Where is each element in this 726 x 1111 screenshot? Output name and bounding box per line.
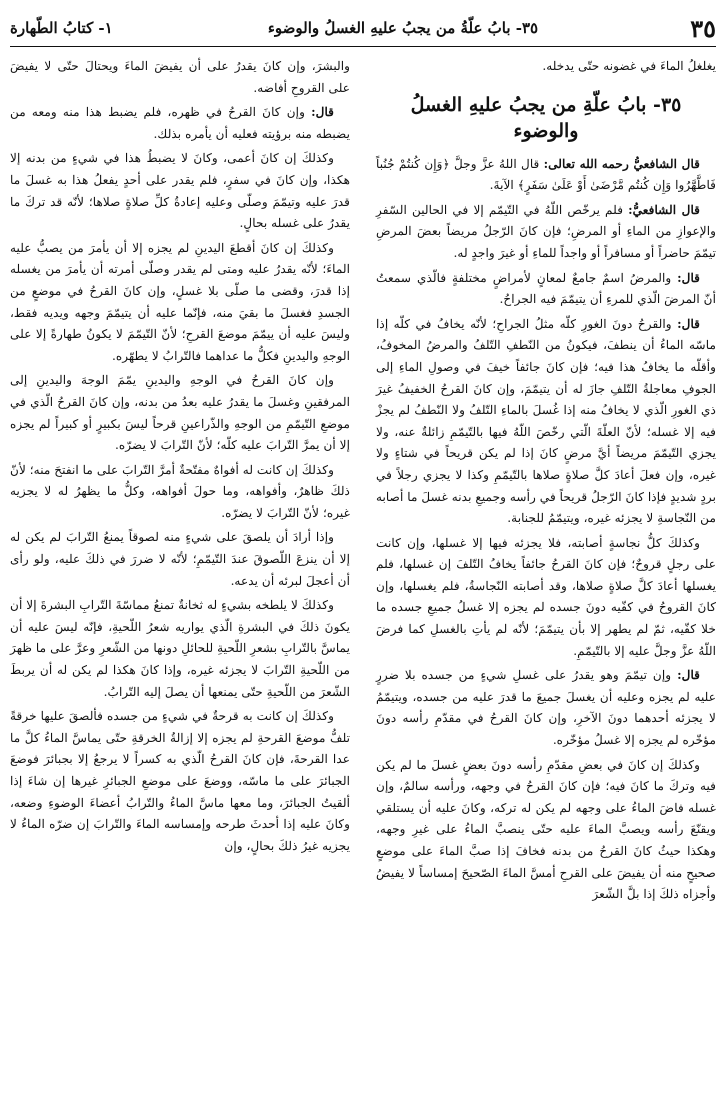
chapter-title: ٣٥- بابُ علّةِ من يجبُ عليهِ الغسلُ والوضوء bbox=[410, 93, 682, 142]
paragraph-lead: قال الشافعيُّ: bbox=[628, 202, 701, 217]
book-title: ١- كتابُ الطّهارة bbox=[10, 19, 113, 37]
opening-line: يغلغلُ الماءَ في غضونه حتّى يدخله. bbox=[542, 59, 716, 73]
left-column bbox=[10, 56, 350, 1103]
paragraph bbox=[376, 268, 716, 311]
paragraph bbox=[10, 706, 350, 857]
header-divider bbox=[10, 46, 716, 47]
paragraph-lead: قال: bbox=[677, 270, 700, 285]
paragraph bbox=[10, 370, 350, 456]
paragraph-text: وإذا أرادَ أن يلصقَ على شيءٍ منه لصوقاً يمنعُ التّرابَ لم يكن له إلا أن ينزعَ اللّصوقَ عندَ التّيمّمِ؛ لأنّه لا ضررَ في ذلكَ عليه، ولو رأى أن أعجلَ لبرئه أن يدعه. bbox=[10, 530, 350, 588]
paragraph-lead: قال: bbox=[677, 316, 700, 331]
paragraph-text: وكذلكَ إن كانت له أفواهٌ مفتّحةٌ أمرَّ التّرابَ على ما انفتحَ منه؛ لأنّ ذلكَ ظاهرٌ، وأفواهه، وما حولَ أفواهه، وكلُّ ما يظهرُ له لا يجزيه غيره؛ لأنّ التّرابَ لا يضرّه. bbox=[10, 462, 350, 520]
paragraph-lead: قال الشافعيُّ رحمه الله تعالى: bbox=[543, 156, 700, 171]
paragraph-text: والبشرَ، وإن كانَ يقدرُ على أن يفيضَ الماءَ ويحتالَ حتّى لا يفيضَ على القروحِ أفاضه. bbox=[10, 59, 350, 95]
paragraph-text: وكذلكَ إن كانَ أقطعَ اليدينِ لم يجزه إلا أن يأمرَ من يصبُّ عليه الماءَ؛ لأنّه يقدرُ عليه ومتى لم يقدر وصلّى أمرته أن يأمرَ من يغسله إذا قدرَ، وقضى ما صلّى بلا غسلٍ، وإن كانَ القرحُ في موضعٍ من الجسدِ فغسلَ ما بقيَ منه، فإنّما عليه أن يتيمّمَ وجهه ويديه فقط، وليسَ عليه أن ييمّمَ موضعَ القرحِ؛ لأنّ التّيمّمَ لا يكونُ طهارةً إلا على الوجهِ واليدينِ فكلُّ ما عداهما فالتّرابُ لا يطهّره. bbox=[10, 240, 350, 363]
paragraph-text: وكذلكَ كلُّ نجاسةٍ أصابته، فلا يجزئه فيها إلا غسلها، وإن كانت على رجلٍ قروحٌ؛ فإن كانَ القرحُ جائفاً يخافُ التّلفَ إن غسلها، فلم يغسلها أعادَ كلَّ صلاةٍ صلاها، وقد أصابته النّجاسةُ، فلم يغسلها، وإن كانَ القروحُ في كفّيه دونَ جسده لم يجزه إلا غسلُ جميعِ جسده ما خلا كفّيه، ثمّ لم يطهر إلا بأن يتيمّمَ؛ لأنّه لم يأتِ بالغسلِ كما فرضَ اللّهُ عزَّ وجلَّ عليه إلا بالتّيمّمِ. bbox=[376, 535, 716, 658]
paragraph bbox=[10, 595, 350, 703]
paragraph-text: فلم يرخّص اللّهُ في التّيمّم إلا في الحالين السّفرِ والإعوازِ من الماءِ أو المرضِ؛ فإن كانَ الرّجلُ مريضاً بعضَ المرضِ تيمّمَ حاضراً أو مسافراً أو واجداً للماءِ أو غيرَ واجدٍ له. bbox=[376, 202, 716, 260]
paragraph-text: والقرحُ دونَ الغورِ كلّه مثلُ الجراحِ؛ لأنّه يخافُ في كلّه إذا ماسّه الماءُ أن ينطفَ، فيكونُ من النّطفِ التّلفُ والمرضُ المخوفُ، وأقلّه ما يخافُ هذا فيه؛ فإن كانَ جائفاً خيفَ في وصولِ الماءِ إلى الجوفِ معاجلةُ التّلفِ جازَ له أن يتيمّمَ، وإن كانَ القرحُ الخفيفُ غيرَ ذي الغورِ الّذي لا يخافُ منه إذا غُسلَ بالماءِ التّلفُ ولا النّطفُ لم يجزْ فيه إلا غسله؛ لأنّ العلّةَ الّتي رخّصَ اللّهُ فيها بالتّيمّمِ زائلةٌ عنه، ولا يجزي التّيمّمَ مريضاً أيَّ مرضٍ كانَ إذا لم يكن قريحاً في شتاءٍ ولا غيره، وإن فعلَ أعادَ كلَّ صلاةٍ صلاها بالتّيمّمِ وكذا لا يجزي رجلاً في بردٍ شديدٍ فإذا كانَ الرّجلُ قريحاً في رأسه وجميعِ بدنه غسلَ ما أصابه من النّجاسةِ لا يجزئه غيره، ويتيمّمُ للجنابة. bbox=[376, 316, 716, 526]
paragraph-text: وكذلكَ إن كانَ في بعضِ مقدّمِ رأسه دونَ بعضٍ غسلَ ما لم يكن فيه وتركَ ما كانَ فيه؛ فإن كانَ القرحُ في وجهه، ورأسه سالمٌ، وإن غسله فاضَ الماءُ على وجهه لم يكن له تركه، وكانَ عليه أن يستلقي ويقنّعَ رأسه ويصبَّ الماءَ عليه حتّى ينصبَّ الماءُ على غيرِ وجهه، وهكذا حيثُ كانَ القرحُ من بدنه فخافَ إذا صبَّ الماءَ على موضعٍ صحيحٍ منه أن يفيضَ على القرحِ أمسَّ الماءَ الصّحيحَ إمساساً لا يفيضُ وأجزاه ذلكَ إذا بلَّ الشّعرَ bbox=[376, 757, 716, 902]
running-title: ٣٥- بابُ علّةُ من يجبُ عليهِ الغسلُ والوضوء bbox=[267, 19, 539, 37]
paragraph bbox=[10, 102, 350, 145]
page-header bbox=[10, 14, 716, 42]
paragraph bbox=[10, 238, 350, 368]
right-column bbox=[376, 56, 716, 1103]
paragraph bbox=[376, 533, 716, 663]
paragraph-text: قال اللهُ عزَّ وجلَّ ﴿وَإِن كُنتُمْ جُنُباً فَاطَّهَّرُوا وَإِن كُنتُم مَّرْضَىٰ أَوْ عَلَىٰ سَفَرٍ﴾ الآيةَ. bbox=[376, 156, 716, 193]
paragraph-text: وإن كانَ القرحُ في الوجهِ واليدينِ يمّمَ الوجهَ واليدينِ إلى المرفقينِ وغسلَ ما يقدرُ عليه بعدُ من بدنه، وإن كانَ القرحُ الّذي في موضعِ التّيمّمِ من الوجهِ والذّراعينِ قرحاً ليسَ بكبيرٍ أو كبيراً لم يجزه إلا أن يمرَّ التّرابَ عليه كلّه؛ لأنّ التّرابَ لا يضرّه. bbox=[10, 373, 350, 453]
paragraph-lead: قال: bbox=[311, 105, 334, 120]
paragraph-text: وإن تيمّمَ وهو يقدرُ على غسلِ شيءٍ من جسده بلا ضررٍ عليه لم يجزه وعليه أن يغسلَ جميعَ ما قدرَ عليه من جسده، ويتيمّمُ لا يجزئه أحدهما دونَ الآخرِ، وإن كانَ القرحُ في مقدّمِ رأسه دونَ مؤخّره لم يجزه إلا غسلُ مؤخّره. bbox=[376, 668, 716, 748]
paragraph-lead: قال: bbox=[677, 668, 700, 683]
paragraph bbox=[376, 755, 716, 906]
paragraph-text: والمرضُ اسمٌ جامعٌ لمعانٍ لأمراضٍ مختلفةٍ فالّذي سمعتُ أنّ المرضَ الّذي للمرءِ أن يتيمّمَ فيه الجراحُ. bbox=[376, 270, 716, 307]
paragraph-text: وإن كانَ القرحُ في ظهره، فلم يضبط هذا منه ومعه من يضبطه منه برؤيته فعليه أن يأمره بذلك. bbox=[10, 105, 350, 141]
paragraph-text: وكذلكَ لا يلطخه بشيءٍ له ثخانةٌ تمنعُ مماسّةَ التّرابِ البشرةَ إلا أن يكونَ ذلكَ في البشرةِ الّذي يواريه شعرُ اللّحيةِ، فإنّه ليسَ عليه أن يماسَّ بالتّرابِ بشعرِ اللّحيةِ للحائلِ دونها من الشّعرِ وعرَّ على ما ظهرَ من اللّحيةِ التّرابَ لا يجزئه غيره، وإذا كانَ هكذا لم يكن له أن يربطَ الشّعرَ من اللّحيةِ حتّى يمنعها أن يصلَ إليه التّرابُ. bbox=[10, 598, 350, 699]
paragraph bbox=[10, 460, 350, 525]
paragraph bbox=[10, 56, 350, 99]
paragraph bbox=[376, 154, 716, 197]
paragraph bbox=[10, 148, 350, 234]
paragraph bbox=[376, 314, 716, 530]
paragraph-text: وكذلكَ إن كانَ أعمى، وكانَ لا يضبطُ هذا في شيءٍ من بدنه إلا هكذا، وإن كانَ في سفرٍ، فلم يقدر على أحدٍ يفعلُ هذا به غسلَ ما قدرَ عليه وتيمّمَ وصلّى وعليه إعادةُ كلِّ صلاةٍ صلاها؛ لأنّه قد تركَ ما يقدرُ على غسله بحالٍ. bbox=[10, 151, 350, 231]
paragraph bbox=[376, 665, 716, 751]
paragraph bbox=[376, 200, 716, 265]
text-columns bbox=[10, 56, 716, 1103]
paragraph-text: وكذلكَ إن كانت به قرحةٌ في شيءٍ من جسده فألصقَ عليها خرقةً تلفُّ موضعَ القرحةِ لم يجزه إلا إزالةُ الخرقةِ حتّى يماسَّ الماءُ كلَّ ما عدا القرحةَ، فإن كانَ القرحُ الّذي به كسراً لا يرجعُ إلا بجبائرَ فوضعَ الجبائرَ على ما ماسّه، ووضعَ على موضعِ الجبائرِ غيرها إن شاءَ إذا ألقيتُ الجبائرَ، وما معها ماسَّ الماءُ والتّرابُ أعضاءَ الوضوءِ وضعه، وكانَ عليه إذا أحدثَ طرحه وإمساسه الماءَ والتّرابَ إن ضرّه الماءُ لا يجزيه غيرُ ذلكَ بحالٍ، وإن bbox=[10, 709, 350, 853]
paragraph bbox=[10, 527, 350, 592]
page-number: ٣٥ bbox=[690, 13, 716, 43]
